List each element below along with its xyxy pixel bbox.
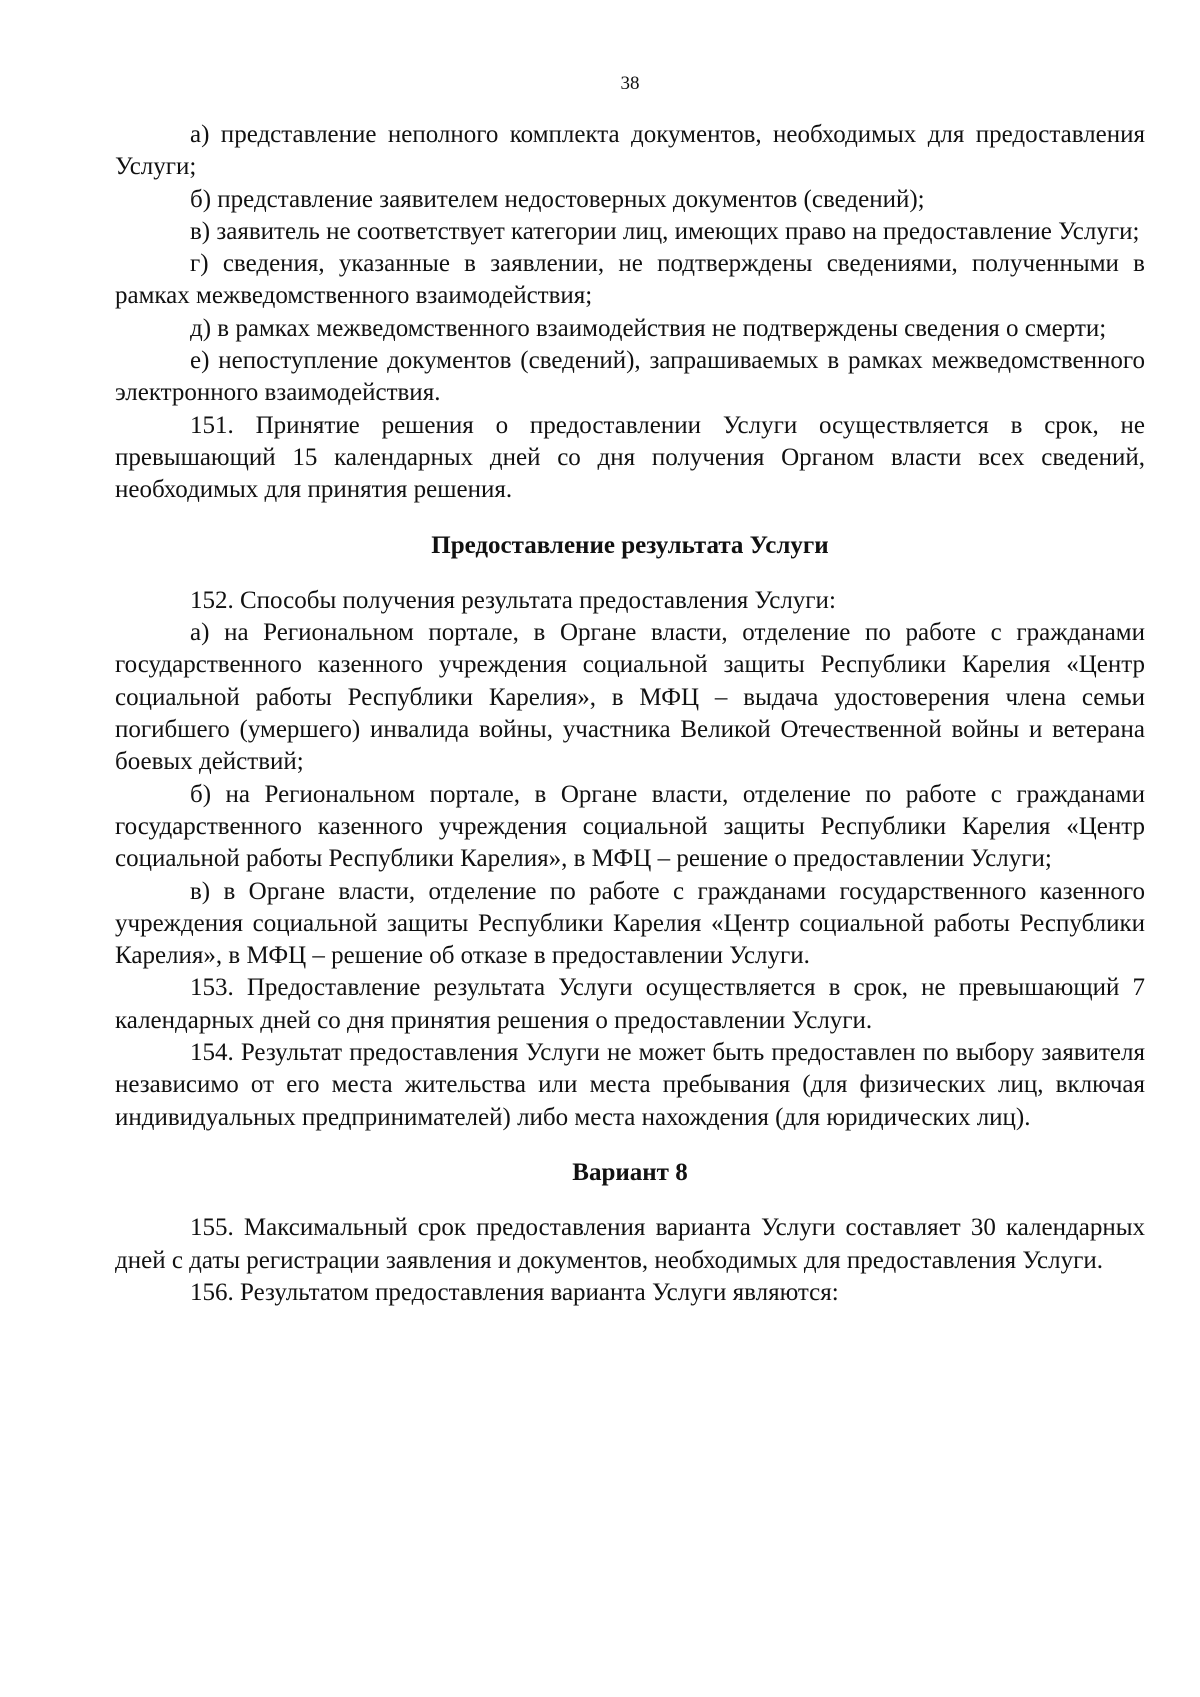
section-heading-variant: Вариант 8 [572, 1158, 688, 1186]
clause-151: 151. Принятие решения о предоставлении Услуги осуществляется в срок, не превышающий 15 календарных дней со дня получения Органом власти всех сведений, необходимых для принятия решения. [115, 411, 1145, 504]
clause-155: 155. Максимальный срок предоставления варианта Услуги составляет 30 календарных дней с даты регистрации заявления и документов, необходимых для предоставления Услуги. [115, 1214, 1145, 1274]
page-number: 38 [620, 73, 640, 94]
list-item-d: д) в рамках межведомственного взаимодействия не подтверждены сведения о смерти; [190, 314, 1107, 342]
clause-152-b: б) на Региональном портале, в Органе власти, отделение по работе с гражданами государственного казенного учреждения социальной защиты Республики Карелия «Центр социальной работы Республики Карелия», в МФЦ – решение о предоставлении Услуги; [115, 780, 1145, 873]
list-item-e: е) непоступление документов (сведений), запрашиваемых в рамках межведомственного электронного взаимодействия. [115, 347, 1145, 407]
clause-152-v: в) в Органе власти, отделение по работе с гражданами государственного казенного учреждения социальной защиты Республики Карелия «Центр социальной работы Республики Карелия», в МФЦ – решение об отказе в предоставлении Услуги. [115, 877, 1145, 970]
document-body [115, 119, 1145, 1309]
clause-152: 152. Способы получения результата предоставления Услуги: [190, 586, 836, 614]
clause-153: 153. Предоставление результата Услуги осуществляется в срок, не превышающий 7 календарных дней со дня принятия решения о предоставлении Услуги. [115, 974, 1145, 1034]
list-item-b: б) представление заявителем недостоверных документов (сведений); [190, 185, 925, 213]
list-item-a: а) представление неполного комплекта документов, необходимых для предоставления Услуги; [115, 121, 1145, 181]
section-heading-result: Предоставление результата Услуги [431, 531, 829, 559]
list-item-v: в) заявитель не соответствует категории лиц, имеющих право на предоставление Услуги; [190, 217, 1140, 245]
clause-154: 154. Результат предоставления Услуги не может быть предоставлен по выбору заявителя независимо от его места жительства или места пребывания (для физических лиц, включая индивидуальных предпринимателей) либо места нахождения (для юридических лиц). [115, 1039, 1145, 1131]
clause-156: 156. Результатом предоставления варианта Услуги являются: [190, 1278, 839, 1306]
list-item-g: г) сведения, указанные в заявлении, не подтверждены сведениями, полученными в рамках межведомственного взаимодействия; [115, 250, 1145, 310]
clause-152-a: а) на Региональном портале, в Органе власти, отделение по работе с гражданами государственного казенного учреждения социальной защиты Республики Карелия «Центр социальной работы Республики Карелия», в МФЦ – выдача удостоверения члена семьи погибшего (умершего) инвалида войны, участника Великой Отечественной войны и ветерана боевых действий; [115, 619, 1145, 776]
